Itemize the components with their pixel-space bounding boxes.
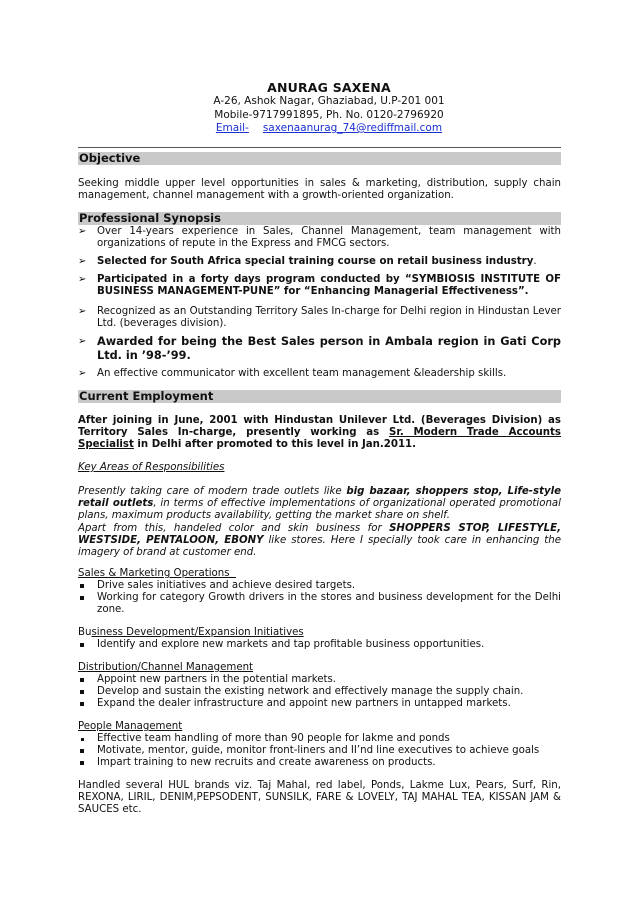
list-item: Expand the dealer infrastructure and appoint new partners in untapped markets. [78, 698, 561, 710]
square-bullet-icon [80, 584, 84, 588]
email-label: Email- [215, 122, 249, 134]
list-item: Motivate, mentor, guide, monitor front-liners and II’nd line executives to achieve goals [78, 745, 561, 757]
group-title-people: People Management [78, 721, 183, 732]
list-item: Identify and explore new markets and tap profitable business opportunities. [78, 639, 561, 651]
list-item: Develop and sustain the existing network and effectively manage the supply chain. [78, 686, 561, 698]
list-item: Appoint new partners in the potential markets. [78, 674, 561, 686]
arrow-bullet-icon: ➢ [78, 368, 87, 379]
phone-line: Mobile-9717991895, Ph. No. 0120-2796920 [214, 108, 444, 121]
arrow-bullet-icon: ➢ [78, 226, 87, 237]
synopsis-item: ➢ Over 14-years experience in Sales, Channel Management, team management with organizations of repute in the Express and FMCG sectors. [78, 226, 561, 250]
synopsis-item: ➢ Awarded for being the Best Sales person in Ambala region in Gati Corp Ltd. in ’98-’99. [78, 335, 561, 362]
list-item: Effective team handling of more than 90 people for lakme and ponds [78, 733, 561, 745]
job-title: Sr. Modern Trade Accounts Specialist [78, 427, 561, 451]
email-link[interactable] [20, 122, 638, 136]
square-bullet-icon [80, 702, 84, 706]
square-bullet-icon [80, 596, 84, 600]
candidate-name: ANURAG SAXENA [267, 80, 391, 95]
email-address: saxenaanurag_74@rediffmail.com [262, 122, 443, 134]
address-line: A-26, Ashok Nagar, Ghaziabad, U.P-201 001 [213, 95, 445, 107]
group-title-distribution: Distribution/Channel Management [78, 662, 254, 673]
square-bullet-icon [80, 761, 84, 765]
resume-header [0, 80, 638, 136]
synopsis-item: ➢ Participated in a forty days program conducted by “SYMBIOSIS INSTITUTE OF BUSINESS MANAGEMENT-PUNE” for “Enhancing Managerial Effectiveness”. [78, 274, 561, 298]
objective-text: Seeking middle upper level opportunities in sales & marketing, distribution, supply chain management, channel management with a growth-oriented organization. [78, 178, 561, 202]
group-title-sales: Sales & Marketing Operations [78, 568, 237, 579]
header-divider [78, 147, 561, 148]
square-bullet-icon [81, 738, 84, 741]
arrow-bullet-icon: ➢ [78, 336, 87, 347]
brands-paragraph: Handled several HUL brands viz. Taj Mahal, red label, Ponds, Lakme Lux, Pears, Surf, Rin, REXONA, LIRIL, DENIM,PEPSODENT, SUNSILK, FARE & LOVELY, TAJ MAHAL TEA, KISSAN JAM & SAUCES etc. [78, 780, 561, 816]
kra-heading: Key Areas of Responsibilities [78, 462, 225, 473]
kra-paragraph: Presently taking care of modern trade outlets like big bazaar, shoppers stop, Life-style retail outlets, in terms of effective implementations of organizational operated promotional plans, maximum products availability, getting the market share on shelf. Apart from this, handeled color and skin business for SHOPPERS STOP, LIFESTYLE, WESTSIDE, PENTALOON, EBONY like stores. Here I specially took care in enhancing the imagery of brand at customer end. [78, 486, 562, 559]
square-bullet-icon [80, 678, 84, 682]
list-item: Impart training to new recruits and create awareness on products. [78, 757, 561, 769]
synopsis-heading: Professional Synopsis [78, 212, 561, 225]
square-bullet-icon [80, 749, 84, 753]
arrow-bullet-icon: ➢ [78, 306, 87, 317]
list-item: Working for category Growth drivers in the stores and business development for the Delhi zone. [78, 592, 561, 616]
square-bullet-icon [80, 643, 84, 647]
arrow-bullet-icon: ➢ [78, 274, 87, 285]
synopsis-item: ➢ Recognized as an Outstanding Territory Sales In-charge for Delhi region in Hindustan Lever Ltd. (beverages division). [78, 306, 561, 330]
square-bullet-icon [80, 690, 84, 694]
group-title-bizdev: Business Development/Expansion Initiatives [78, 627, 304, 638]
synopsis-item: ➢ An effective communicator with excellent team management &leadership skills. [78, 368, 507, 379]
objective-heading: Objective [78, 152, 561, 165]
list-item: Drive sales initiatives and achieve desired targets. [78, 580, 561, 592]
arrow-bullet-icon: ➢ [78, 256, 87, 267]
employment-heading: Current Employment [78, 390, 561, 403]
employment-intro: After joining in June, 2001 with Hindustan Unilever Ltd. (Beverages Division) as Territory Sales In-charge, presently working as Sr. Modern Trade Accounts Specialist in Delhi after promoted to this level in Jan.2011. [78, 415, 561, 451]
synopsis-item: ➢ Selected for South Africa special training course on retail business industry. [78, 256, 537, 267]
